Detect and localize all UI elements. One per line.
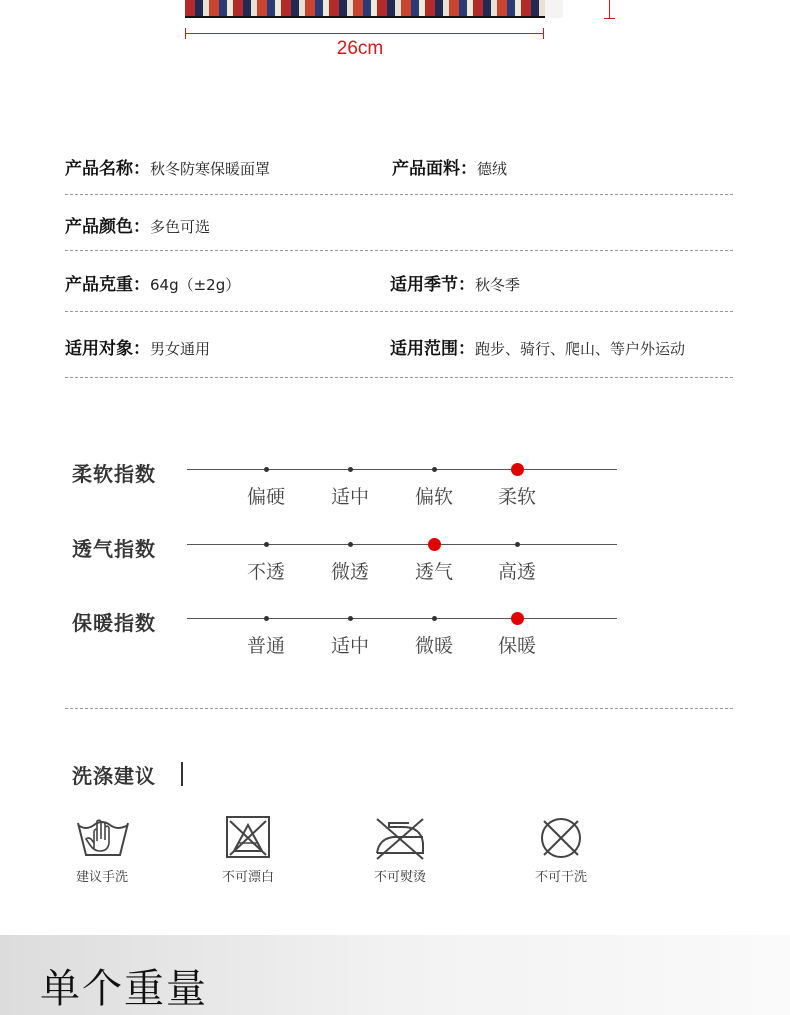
spec-scope-value: 跑步、骑行、爬山、等户外运动 xyxy=(475,340,686,358)
no-bleach-icon xyxy=(222,815,276,861)
height-dimension-tick xyxy=(604,18,615,19)
index-marker xyxy=(348,467,353,472)
index-marker-selected xyxy=(511,612,524,625)
index-scale-line xyxy=(187,544,617,545)
index-level-label: 不透 xyxy=(246,561,285,583)
index-level-label: 微透 xyxy=(330,561,369,583)
index-level-label: 高透 xyxy=(497,561,536,583)
index-level-label: 微暖 xyxy=(414,635,453,657)
divider xyxy=(65,311,733,312)
no-dry-clean-icon xyxy=(534,815,588,861)
spec-name-value: 秋冬防寒保暖面罩 xyxy=(150,160,271,178)
index-marker xyxy=(264,467,269,472)
height-dimension-line xyxy=(609,0,610,19)
spec-season xyxy=(390,270,520,295)
divider xyxy=(65,194,733,195)
no-iron-icon xyxy=(373,815,427,861)
index-marker xyxy=(348,542,353,547)
index-marker xyxy=(432,467,437,472)
index-level-label: 偏硬 xyxy=(246,486,285,508)
index-level-label: 普通 xyxy=(246,635,285,657)
spec-name xyxy=(65,154,270,179)
index-level-label: 适中 xyxy=(330,486,369,508)
index-title: 柔软指数 xyxy=(72,462,156,486)
index-level-label: 偏软 xyxy=(414,486,453,508)
divider xyxy=(65,708,733,709)
index-level-label: 透气 xyxy=(414,561,453,583)
index-level-label: 保暖 xyxy=(497,635,536,657)
spec-season-key: 适用季节： xyxy=(390,275,475,295)
spec-target-value: 男女通用 xyxy=(150,340,211,358)
index-marker xyxy=(515,542,520,547)
product-image-edge xyxy=(545,0,563,18)
wash-label-no-dry-clean: 不可干洗 xyxy=(534,870,587,885)
spec-weight-value: 64g（±2g） xyxy=(150,276,241,294)
index-marker xyxy=(432,616,437,621)
spec-target-key: 适用对象： xyxy=(65,339,150,359)
spec-scope xyxy=(390,334,685,359)
spec-scope-key: 适用范围： xyxy=(390,339,475,359)
spec-target xyxy=(65,334,210,359)
spec-fabric-key: 产品面料： xyxy=(392,159,477,179)
wash-label-hand-wash: 建议手洗 xyxy=(75,870,128,885)
width-dimension-label: 26cm xyxy=(336,38,384,59)
spec-name-key: 产品名称： xyxy=(65,159,150,179)
spec-fabric-value: 德绒 xyxy=(477,160,508,178)
index-title: 透气指数 xyxy=(72,537,156,561)
bottom-section-title: 单个重量 xyxy=(40,966,208,1012)
index-title: 保暖指数 xyxy=(72,611,156,635)
index-scale-line xyxy=(187,618,617,619)
index-marker xyxy=(348,616,353,621)
spec-color-key: 产品颜色： xyxy=(65,217,150,237)
width-dimension-line xyxy=(185,33,544,34)
washing-title: 洗涤建议 xyxy=(72,764,156,788)
index-marker xyxy=(264,542,269,547)
washing-title-bar xyxy=(181,762,183,786)
index-marker-selected xyxy=(428,538,441,551)
index-marker xyxy=(264,616,269,621)
index-scale-line xyxy=(187,469,617,470)
wash-label-no-iron: 不可熨烫 xyxy=(373,870,426,885)
divider xyxy=(65,250,733,251)
index-level-label: 适中 xyxy=(330,635,369,657)
spec-color xyxy=(65,212,210,237)
product-image-strip xyxy=(185,0,563,18)
spec-color-value: 多色可选 xyxy=(150,218,211,236)
index-marker-selected xyxy=(511,463,524,476)
spec-weight xyxy=(65,270,240,295)
spec-weight-key: 产品克重： xyxy=(65,275,150,295)
spec-fabric xyxy=(392,154,507,179)
wash-label-no-bleach: 不可漂白 xyxy=(221,870,274,885)
spec-season-value: 秋冬季 xyxy=(475,276,521,294)
divider xyxy=(65,377,733,378)
hand-wash-icon xyxy=(76,815,130,861)
width-dimension-tick-right xyxy=(543,28,544,39)
index-level-label: 柔软 xyxy=(497,486,536,508)
